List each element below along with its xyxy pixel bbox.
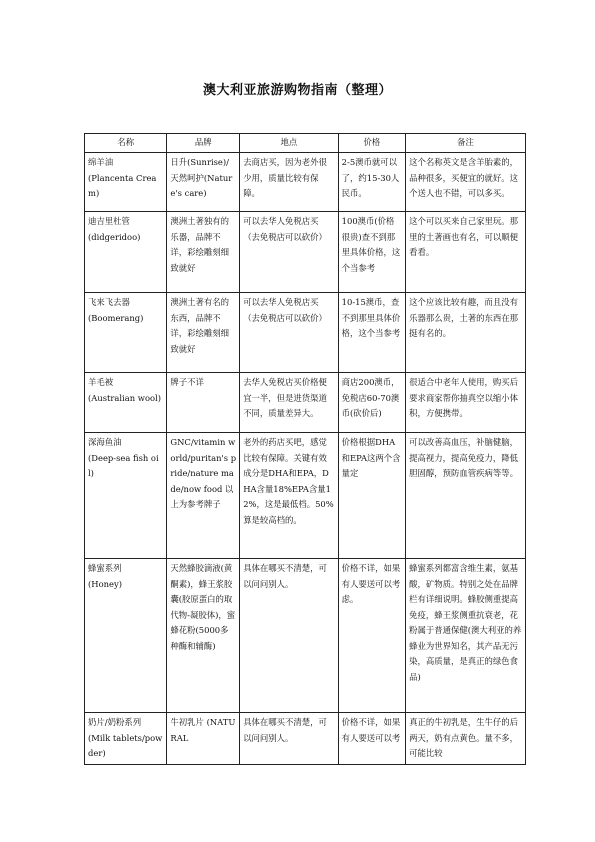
item-name-en: (Boomerang) [88, 312, 144, 323]
item-name: 迪吉里杜管 [88, 216, 130, 226]
cell-note: 蜂蜜系列都富含维生素，氨基酸，矿物质。特别之处在品牌栏有详细说明。蜂胶侧重提高免疫，蜂王浆侧重抗衰老，花粉属于普通保健(澳大利亚的养蜂业为世界知名，其产品无污染，高质量，是真正的绿色食品) [406, 559, 526, 713]
cell-note: 这个应该比较有趣，而且没有乐器那么贵，土著的东西在那挺有名的。 [406, 293, 526, 373]
cell-brand: 天然蜂胶滴液(黄酮素)，蜂王浆胶囊(胶原蛋白的取代物-凝胶体)，蜜蜂花粉(5000多种酶和辅酶) [167, 559, 240, 713]
table-row [85, 713, 526, 765]
cell-price: 2-5澳币就可以了，约15-30人民币。 [338, 153, 405, 212]
table-row [85, 373, 526, 433]
item-name: 羊毛被 [88, 377, 114, 387]
cell-brand: 澳洲土著独有的乐器，品牌不详，彩绘雕刻细致就好 [167, 212, 240, 293]
cell-price: 商店200澳币，免税店60-70澳币(砍价后) [338, 373, 405, 433]
cell-name [85, 153, 167, 212]
cell-brand: 澳洲土著有名的东西，品牌不详，彩绘雕刻细致就好 [167, 293, 240, 373]
cell-brand: 牛初乳片 (NATURAL [167, 713, 240, 765]
cell-name [85, 373, 167, 433]
cell-brand: 牌子不详 [167, 373, 240, 433]
item-name-en: (Plancenta Cream) [88, 172, 157, 198]
cell-brand: 日升(Sunrise)/天然呵护(Nature's care) [167, 153, 240, 212]
cell-brand: GNC/vitamin world/puritan's pride/nature made/now food 以上为参考牌子 [167, 433, 240, 559]
item-name: 奶片/奶粉系列 [88, 717, 142, 727]
column-header-price: 价格 [338, 134, 405, 153]
cell-place: 具体在哪买不清楚，可以问问别人。 [240, 559, 338, 713]
cell-price: 价格不详，如果有人要送可以考虑。 [338, 559, 405, 713]
item-name-en: (Honey) [88, 578, 122, 589]
cell-place: 可以去华人免税店买（去免税店可以砍价） [240, 212, 338, 293]
item-name-en: (Milk tablets/powder) [88, 732, 163, 758]
cell-note: 可以改善高血压，补脑健脑，提高视力，提高免疫力，降低胆固醇，预防血管疾病等等。 [406, 433, 526, 559]
item-name-en: (Deep-sea fish oil) [88, 452, 159, 478]
item-name-en: (didgeridoo) [88, 231, 141, 242]
item-name: 蜂蜜系列 [88, 563, 122, 573]
cell-place: 可以去华人免税店买（去免税店可以砍价） [240, 293, 338, 373]
table-row [85, 153, 526, 212]
table-row [85, 293, 526, 373]
cell-price: 价格根据DHA和EPA这两个含量定 [338, 433, 405, 559]
column-header-brand: 品牌 [167, 134, 240, 153]
cell-place: 老外的药店买吧，感觉比较有保障。关键有效成分是DHA和EPA，DHA含量18%EPA含量12%，这是最低档。50%算是较高档的。 [240, 433, 338, 559]
cell-name [85, 433, 167, 559]
cell-price: 100澳币(价格很贵)查不到那里具体价格，这个当参考 [338, 212, 405, 293]
column-header-name: 名称 [85, 134, 167, 153]
table-row [85, 559, 526, 713]
table-row [85, 212, 526, 293]
cell-place: 去商店买，因为老外很少用，质量比较有保障。 [240, 153, 338, 212]
column-header-place: 地点 [240, 134, 338, 153]
item-name: 深海鱼油 [88, 437, 122, 447]
cell-name [85, 212, 167, 293]
item-name: 飞来飞去器 [88, 297, 130, 307]
cell-name [85, 293, 167, 373]
table-row [85, 433, 526, 559]
cell-note: 真正的牛初乳是，生牛仔的后两天，奶有点黄色。量不多，可能比较 [406, 713, 526, 765]
cell-price: 10-15澳币，查不到那里具体价格，这个当参考 [338, 293, 405, 373]
cell-place: 去华人免税店买价格便宜一半，但是进货渠道不同，质量差异大。 [240, 373, 338, 433]
cell-name [85, 713, 167, 765]
cell-note: 很适合中老年人使用，购买后要求商家帮你抽真空以缩小体积，方便携带。 [406, 373, 526, 433]
item-name: 绵羊油 [88, 157, 114, 167]
cell-note: 这个可以买来自己家里玩。那里的土著画也有名，可以顺便看看。 [406, 212, 526, 293]
column-header-note: 备注 [406, 134, 526, 153]
cell-note: 这个名称英文是含羊胎素的，品种很多，买便宜的就好。这个送人也不错，可以多买。 [406, 153, 526, 212]
table-header-row [85, 134, 526, 153]
item-name-en: (Australian wool) [88, 392, 161, 403]
page-title: 澳大利亚旅游购物指南（整理） [202, 83, 392, 98]
shopping-guide-table [84, 133, 526, 765]
cell-name [85, 559, 167, 713]
cell-place: 具体在哪买不清楚，可以问问别人。 [240, 713, 338, 765]
cell-price: 价格不详，如果有人要送可以考 [338, 713, 405, 765]
